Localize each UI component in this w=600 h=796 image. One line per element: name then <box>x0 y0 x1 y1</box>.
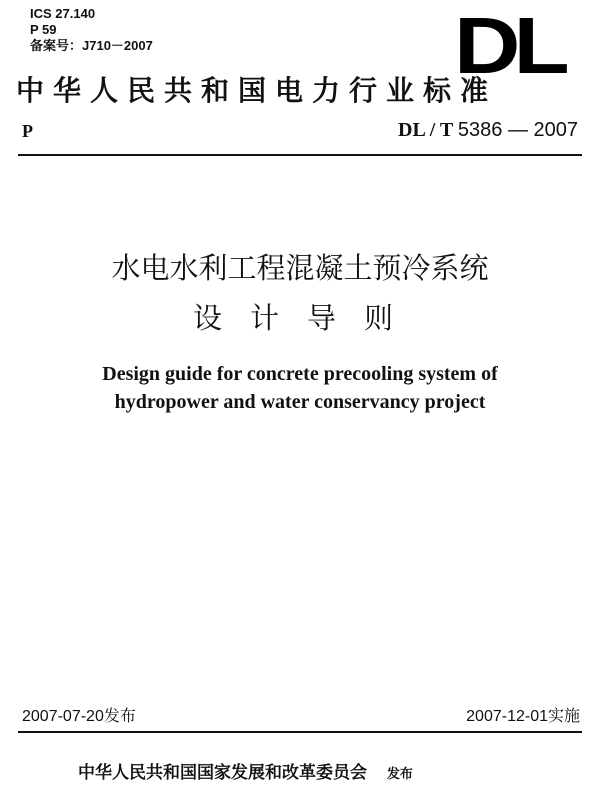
category-code: P <box>22 121 33 141</box>
industry-standard-title: 中华人民共和国电力行业标准 <box>16 74 498 107</box>
standard-number-value: 5386 — 2007 <box>457 119 578 141</box>
dl-logo: DL <box>454 1 563 90</box>
title-en-line-2: hydropower and water conservancy project <box>114 391 486 413</box>
standard-prefix: DL / T <box>398 119 453 141</box>
issue-date: 2007-07-20发布 <box>22 708 136 725</box>
ics-code: ICS 27.140 <box>30 6 96 21</box>
filing-number: 备案号：J710－2007 <box>30 38 153 53</box>
classification-codes <box>30 6 153 54</box>
document-title-cn: 水电水利工程混凝土预冷系统 <box>111 251 489 285</box>
implementation-date: 2007-12-01实施 <box>466 708 580 725</box>
issuer-action: 发布 <box>386 767 413 782</box>
issuer-name: 中华人民共和国国家发展和改革委员会 <box>78 763 367 783</box>
document-title-en <box>0 360 600 416</box>
document-subtitle-cn: 设计导则 <box>192 301 421 335</box>
issuing-authority <box>78 762 413 786</box>
ccs-code: P 59 <box>30 22 57 37</box>
title-en-line-1: Design guide for concrete precooling system of <box>102 363 498 385</box>
standard-number <box>398 118 578 142</box>
bottom-divider <box>18 731 582 733</box>
top-divider <box>18 154 582 156</box>
